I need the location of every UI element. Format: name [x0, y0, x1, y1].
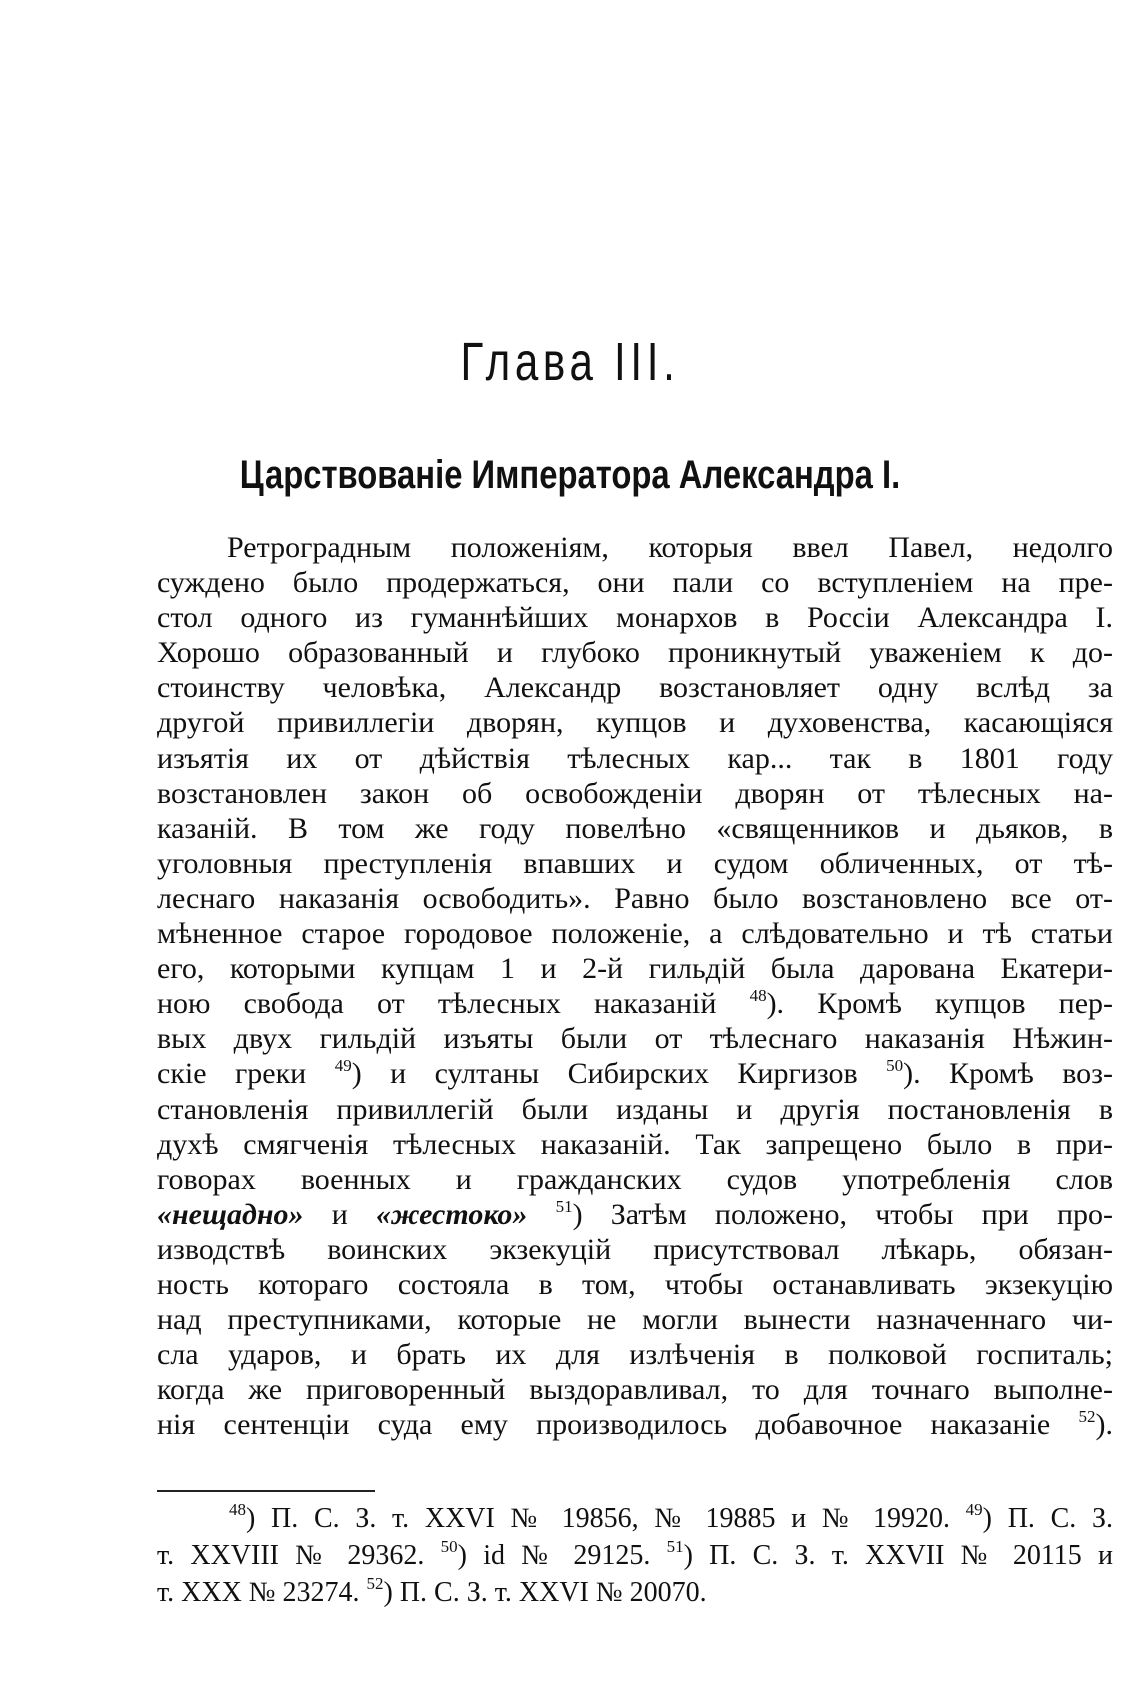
- text-segment: ) Затѣм положено, чтобы при про-: [572, 1197, 1113, 1231]
- text-segment: ). Кромѣ купцов пер-: [766, 987, 1113, 1021]
- text-line: суждено было продержаться, они пали со вступленіем на пре-: [157, 566, 1113, 600]
- text-line: ность котораго состояла в том, чтобы останавливать экзекуцію: [157, 1267, 1113, 1301]
- text-line: казаній. В том же году повелѣно «священников и дьяков, в: [157, 811, 1113, 845]
- text-line: [157, 1407, 1113, 1442]
- footnote-text: ) П. С. З. т. XXVII № 20115 и: [683, 1540, 1114, 1571]
- text-line: над преступниками, которые не могли вынести назначеннаго чи-: [157, 1303, 1113, 1337]
- chapter-title: Глава III.: [460, 332, 680, 392]
- footnotes: [157, 1500, 1113, 1611]
- footnote-text: ) П. С. З. т. XXVI № 19856, № 19885 и № 19920.: [246, 1503, 950, 1534]
- text-line: [157, 1056, 1113, 1091]
- footnote-num: 48: [229, 1500, 246, 1519]
- text-line: изводствѣ воинских экзекуцій присутствовал лѣкарь, обязан-: [157, 1232, 1113, 1266]
- text-line: возстановлен закон об освобожденіи дворян от тѣлесных на-: [157, 776, 1113, 810]
- text-line: уголовныя преступленія впавших и судом обличенных, от тѣ-: [157, 846, 1113, 880]
- footnote-num: 51: [666, 1537, 684, 1556]
- text-line: леснаго наказанія освободить». Равно было возстановлено все от-: [157, 881, 1113, 915]
- footnote-ref: 48: [749, 986, 767, 1006]
- text-line: когда же приговоренный выздоравливал, то для точнаго выполне-: [157, 1373, 1113, 1407]
- text-segment: ною свобода от тѣлесных наказаній: [157, 987, 717, 1021]
- footnote-divider: [157, 1490, 375, 1492]
- footnote-text: т. XXVIII № 29362.: [157, 1540, 425, 1571]
- footnote-ref: 52: [1078, 1407, 1096, 1427]
- text-line: становленія привиллегій были изданы и другія постановленія в: [157, 1092, 1113, 1126]
- text-line: [157, 1197, 1113, 1232]
- italic-word: «жестоко»: [375, 1197, 528, 1231]
- footnote-text: т. XXX № 23274.: [157, 1577, 360, 1608]
- chapter-subtitle: Царствованіе Императора Александра I.: [239, 453, 901, 497]
- text-line: стол одного из гуманнѣйших монархов в Россіи Александра I.: [157, 601, 1113, 635]
- text-segment: скіе греки: [157, 1057, 307, 1091]
- footnote-num: 50: [440, 1537, 458, 1556]
- footnote-ref: 51: [555, 1196, 573, 1216]
- text-line: вых двух гильдій изъяты были от тѣлеснаго наказанія Нѣжин-: [157, 1022, 1113, 1056]
- text-line: сла ударов, и брать их для излѣченія в полковой госпиталь;: [157, 1338, 1113, 1372]
- text-line: духѣ смягченія тѣлесных наказаній. Так запрещено было в при-: [157, 1127, 1113, 1161]
- text-line: Ретроградным положеніям, которыя ввел Павел, недолго: [227, 531, 1113, 564]
- text-line: говорах военных и гражданских судов употребленія слов: [157, 1162, 1113, 1196]
- text-line: другой привиллегіи дворян, купцов и духовенства, касающіяся: [157, 706, 1113, 740]
- text-line: Хорошо образованный и глубоко проникнутый уваженіем к до-: [157, 636, 1113, 670]
- footnote-line: [157, 1537, 1113, 1574]
- body-text: [157, 530, 1113, 1442]
- footnote-text: ) П. С. З. т. XXVI № 20070.: [383, 1577, 707, 1608]
- text-line: его, которыми купцам 1 и 2-й гильдій была дарована Екатери-: [157, 952, 1113, 986]
- text-segment: ) и султаны Сибирских Киргизов: [351, 1057, 858, 1091]
- footnote-ref: 50: [886, 1056, 904, 1076]
- text-segment: ).: [1095, 1408, 1113, 1442]
- text-line: изъятія их от дѣйствія тѣлесных кар... так в 1801 году: [157, 741, 1113, 775]
- footnote-num: 49: [965, 1500, 983, 1519]
- footnote-ref: 49: [334, 1056, 352, 1076]
- text-line: [157, 986, 1113, 1021]
- footnote-line: [157, 1574, 1113, 1611]
- footnote-line: [157, 1500, 1113, 1537]
- text-segment: ). Кромѣ воз-: [903, 1057, 1114, 1091]
- text-line: мѣненное старое городовое положеніе, а слѣдовательно и тѣ статьи: [157, 917, 1113, 951]
- footnote-text: ) П. С. З.: [982, 1503, 1114, 1534]
- italic-word: «нещадно»: [157, 1197, 304, 1231]
- text-segment: и: [303, 1197, 376, 1231]
- footnote-num: 52: [366, 1574, 384, 1593]
- text-line: стоинству человѣка, Александр возстановляет одну вслѣд за: [157, 671, 1113, 705]
- text-segment: нія сентенціи суда ему производилось добавочное наказаніе: [157, 1408, 1051, 1442]
- footnote-text: ) id № 29125.: [457, 1540, 651, 1571]
